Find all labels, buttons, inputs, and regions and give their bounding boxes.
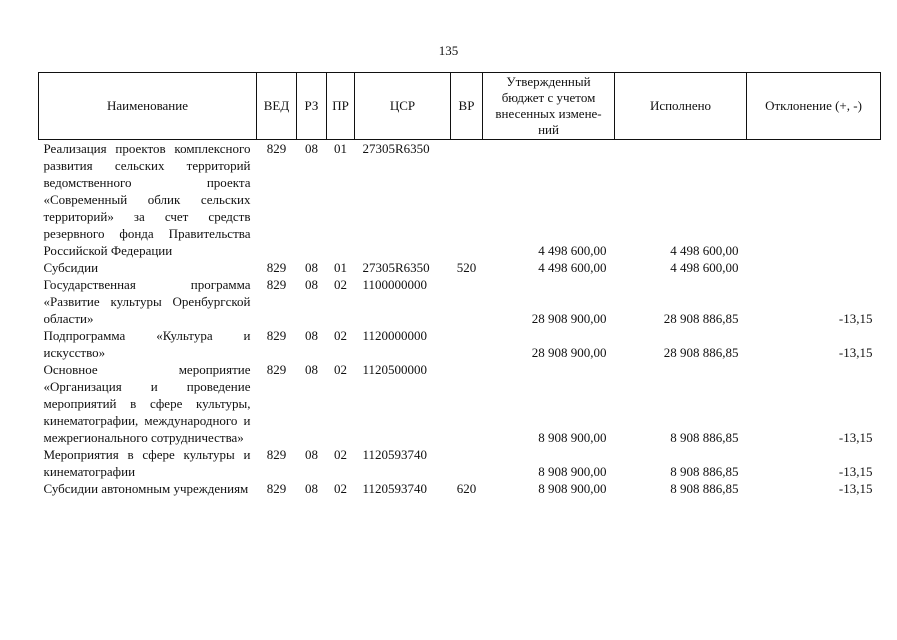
row-vr: 520 — [456, 260, 477, 275]
row-name: Подпрограмма «Культура и искусство» — [43, 328, 251, 360]
row-ved: 829 — [266, 260, 287, 275]
row-budget: 4 498 600,00 — [538, 243, 607, 258]
row-rz: 08 — [305, 362, 318, 377]
table-header — [39, 73, 881, 140]
row-budget: 8 908 900,00 — [538, 464, 607, 479]
row-csr: 27305R6350 — [362, 141, 430, 156]
header-name: Наименование — [39, 73, 257, 140]
row-csr: 1120593740 — [362, 447, 428, 462]
row-csr: 1120000000 — [362, 328, 428, 343]
row-rz: 08 — [305, 481, 318, 496]
row-name: Субсидии автономным учреждениям — [43, 481, 249, 496]
row-budget: 4 498 600,00 — [538, 260, 607, 275]
row-ved: 829 — [266, 328, 287, 343]
row-pr: 02 — [334, 481, 347, 496]
row-csr: 27305R6350 — [362, 260, 430, 275]
table-row — [39, 276, 881, 327]
row-executed: 28 908 886,85 — [663, 311, 739, 326]
row-vr — [451, 276, 483, 327]
row-budget: 28 908 900,00 — [531, 311, 607, 326]
header-ved: ВЕД — [257, 73, 297, 140]
row-executed: 4 498 600,00 — [670, 243, 739, 258]
header-budget: Утвержденный бюджет с учетом внесенных измене-ний — [483, 73, 615, 140]
row-deviation — [747, 259, 881, 276]
row-name: Реализация проектов комплексного развития сельских территорий ведомственного проекта «Современный облик сельских территорий» за счет средств резервного фонда Правительства Российской Федерации — [43, 141, 251, 258]
row-vr — [451, 446, 483, 480]
row-rz: 08 — [305, 141, 318, 156]
row-vr — [451, 327, 483, 361]
row-name: Субсидии — [43, 260, 99, 275]
row-deviation: -13,15 — [838, 464, 873, 479]
row-deviation: -13,15 — [838, 345, 873, 360]
row-csr: 1120593740 — [362, 481, 428, 496]
row-name: Основное мероприятие «Организация и проведение мероприятий в сфере культуры, кинематографии, международного и межрегионального сотрудничества» — [43, 362, 251, 445]
page-number: 135 — [438, 43, 459, 58]
row-budget: 28 908 900,00 — [531, 345, 607, 360]
row-ved: 829 — [266, 481, 287, 496]
row-name: Мероприятия в сфере культуры и кинематографии — [43, 447, 251, 479]
row-rz: 08 — [305, 328, 318, 343]
row-deviation — [747, 140, 881, 260]
row-executed: 8 908 886,85 — [670, 481, 739, 496]
row-ved: 829 — [266, 141, 287, 156]
row-deviation: -13,15 — [838, 430, 873, 445]
row-executed: 8 908 886,85 — [670, 430, 739, 445]
header-pr: ПР — [327, 73, 355, 140]
row-pr: 02 — [334, 277, 347, 292]
row-budget: 8 908 900,00 — [538, 481, 607, 496]
row-budget: 8 908 900,00 — [538, 430, 607, 445]
row-name: Государственная программа «Развитие культуры Оренбургской области» — [43, 277, 251, 326]
row-csr: 1100000000 — [362, 277, 428, 292]
header-rz: РЗ — [297, 73, 327, 140]
table-row — [39, 327, 881, 361]
header-csr: ЦСР — [355, 73, 451, 140]
table-row — [39, 480, 881, 497]
header-vr: ВР — [451, 73, 483, 140]
row-pr: 02 — [334, 328, 347, 343]
row-rz: 08 — [305, 447, 318, 462]
row-ved: 829 — [266, 447, 287, 462]
row-csr: 1120500000 — [362, 362, 428, 377]
row-vr — [451, 140, 483, 260]
row-pr: 01 — [334, 141, 347, 156]
row-executed: 4 498 600,00 — [670, 260, 739, 275]
header-executed: Исполнено — [615, 73, 747, 140]
table-row — [39, 361, 881, 446]
row-deviation: -13,15 — [838, 481, 873, 496]
row-deviation: -13,15 — [838, 311, 873, 326]
row-ved: 829 — [266, 362, 287, 377]
row-pr: 01 — [334, 260, 347, 275]
row-pr: 02 — [334, 447, 347, 462]
row-executed: 28 908 886,85 — [663, 345, 739, 360]
row-vr — [451, 361, 483, 446]
row-executed: 8 908 886,85 — [670, 464, 739, 479]
row-ved: 829 — [266, 277, 287, 292]
row-vr: 620 — [456, 481, 477, 496]
table-row — [39, 140, 881, 260]
row-pr: 02 — [334, 362, 347, 377]
table-body — [39, 140, 881, 498]
row-rz: 08 — [305, 277, 318, 292]
table-row — [39, 259, 881, 276]
table-row — [39, 446, 881, 480]
row-rz: 08 — [305, 260, 318, 275]
budget-table — [38, 72, 881, 497]
header-deviation: Отклонение (+, -) — [747, 73, 881, 140]
